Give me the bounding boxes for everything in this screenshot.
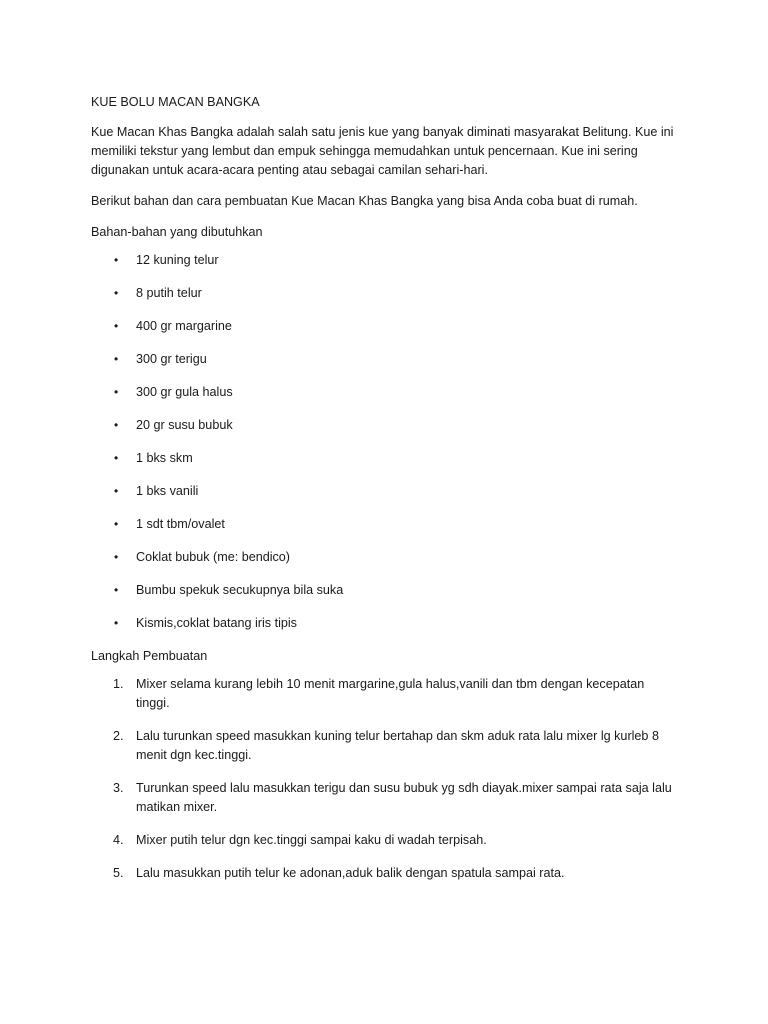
ingredient-item (91, 515, 681, 534)
bullet-icon: • (114, 484, 119, 498)
ingredient-text: 8 putih telur (136, 286, 202, 300)
ingredient-text: 400 gr margarine (136, 319, 232, 333)
bullet-icon: • (114, 550, 119, 564)
bullet-icon: • (114, 253, 119, 267)
ingredient-item (91, 581, 681, 600)
intro-paragraph: Kue Macan Khas Bangka adalah salah satu jenis kue yang banyak diminati masyarakat Belitung. Kue ini memiliki tekstur yang lembut dan empuk sehingga memudahkan untuk pencernaan. Kue ini sering digunakan untuk acara-acara penting atau sebagai camilan sehari-hari. (91, 125, 674, 177)
ingredient-text: 300 gr terigu (136, 352, 207, 366)
steps-heading: Langkah Pembuatan (91, 649, 208, 663)
ingredient-text: Bumbu spekuk secukupnya bila suka (136, 583, 344, 597)
document-body (91, 93, 681, 897)
step-number: 4. (113, 833, 124, 847)
document-title: KUE BOLU MACAN BANGKA (91, 95, 260, 109)
bullet-icon: • (114, 286, 119, 300)
ingredients-heading: Bahan-bahan yang dibutuhkan (91, 225, 263, 239)
ingredient-text: Coklat bubuk (me: bendico) (136, 550, 291, 564)
ingredient-item (91, 350, 681, 369)
ingredient-text: 1 bks vanili (136, 484, 199, 498)
step-item (91, 779, 681, 817)
steps-list (91, 675, 681, 883)
ingredient-item (91, 317, 681, 336)
ingredient-item (91, 284, 681, 303)
bullet-icon: • (114, 517, 119, 531)
ingredient-item (91, 548, 681, 567)
step-text: Turunkan speed lalu masukkan terigu dan susu bubuk yg sdh diayak.mixer sampai rata saja lalu matikan mixer. (136, 781, 672, 814)
ingredient-text: 12 kuning telur (136, 253, 219, 267)
step-item (91, 727, 681, 765)
ingredient-item (91, 251, 681, 270)
bullet-icon: • (114, 451, 119, 465)
ingredient-text: 1 bks skm (136, 451, 193, 465)
step-number: 5. (113, 866, 124, 880)
ingredient-text: 1 sdt tbm/ovalet (136, 517, 225, 531)
step-number: 3. (113, 781, 124, 795)
ingredient-item (91, 383, 681, 402)
bullet-icon: • (114, 319, 119, 333)
ingredient-text: Kismis,coklat batang iris tipis (136, 616, 297, 630)
bullet-icon: • (114, 352, 119, 366)
ingredient-text: 300 gr gula halus (136, 385, 233, 399)
ingredient-item (91, 416, 681, 435)
step-number: 1. (113, 677, 124, 691)
bullet-icon: • (114, 583, 119, 597)
step-item (91, 864, 681, 883)
ingredient-item (91, 482, 681, 501)
ingredient-item (91, 614, 681, 633)
bullet-icon: • (114, 418, 119, 432)
bullet-icon: • (114, 385, 119, 399)
step-number: 2. (113, 729, 124, 743)
ingredient-text: 20 gr susu bubuk (136, 418, 233, 432)
step-item (91, 831, 681, 850)
bullet-icon: • (114, 616, 119, 630)
step-text: Mixer selama kurang lebih 10 menit margarine,gula halus,vanili dan tbm dengan kecepatan tinggi. (136, 677, 645, 710)
step-text: Mixer putih telur dgn kec.tinggi sampai kaku di wadah terpisah. (136, 833, 487, 847)
step-text: Lalu masukkan putih telur ke adonan,aduk balik dengan spatula sampai rata. (136, 866, 565, 880)
ingredients-list (91, 251, 681, 633)
step-item (91, 675, 681, 713)
step-text: Lalu turunkan speed masukkan kuning telur bertahap dan skm aduk rata lalu mixer lg kurleb 8 menit dgn kec.tinggi. (136, 729, 659, 762)
ingredient-item (91, 449, 681, 468)
lead-paragraph: Berikut bahan dan cara pembuatan Kue Macan Khas Bangka yang bisa Anda coba buat di rumah. (91, 194, 638, 208)
